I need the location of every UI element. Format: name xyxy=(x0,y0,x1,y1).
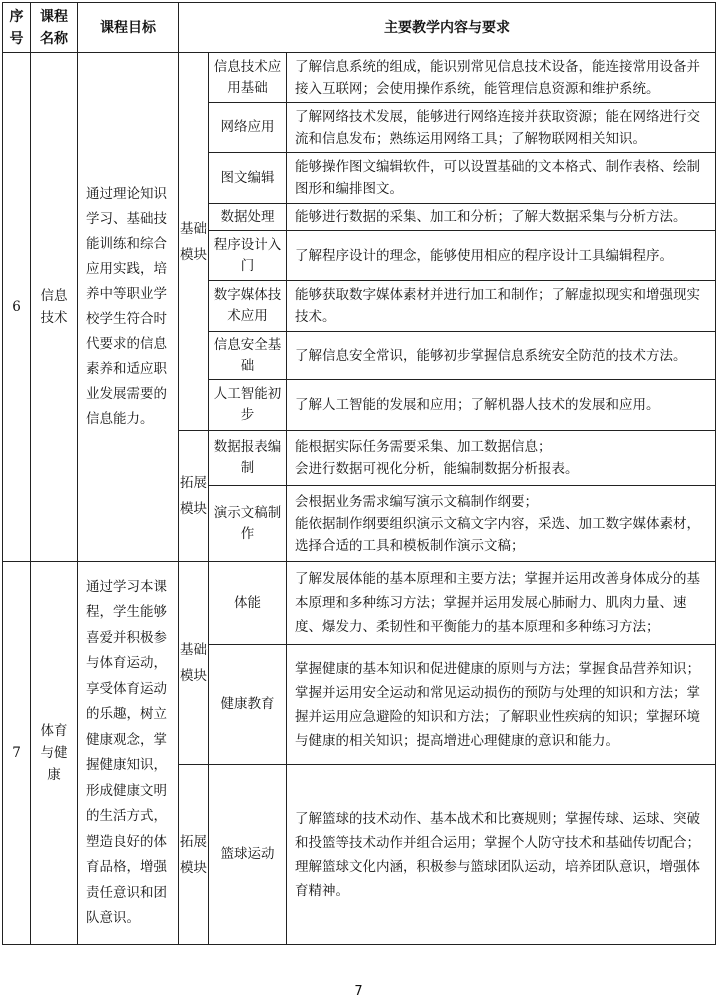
subject-name: 数据处理 xyxy=(209,204,287,231)
subject-content: 会根据业务需求编写演示文稿制作纲要； 能依据制作纲要组织演示文稿文字内容，采选、加工数字媒体素材，选择合适的工具和模板制作演示文稿； xyxy=(287,486,716,562)
subject-name: 健康教育 xyxy=(209,645,287,765)
subject-name: 篮球运动 xyxy=(209,765,287,945)
subject-name: 信息安全基础 xyxy=(209,332,287,380)
subject-name: 数字媒体技术应用 xyxy=(209,281,287,332)
module-label: 拓展模块 xyxy=(179,431,209,562)
subject-name: 演示文稿制作 xyxy=(209,486,287,562)
subject-content: 能够获取数字媒体素材并进行加工和制作；了解虚拟现实和增强现实技术。 xyxy=(287,281,716,332)
subject-name: 程序设计入门 xyxy=(209,231,287,281)
header-course-name: 课程名称 xyxy=(31,3,78,53)
header-row xyxy=(3,3,716,53)
subject-content: 了解发展体能的基本原理和主要方法；掌握并运用改善身体成分的基本原理和多种练习方法；掌握并运用发展心肺耐力、肌肉力量、速度、爆发力、柔韧性和平衡能力的基本原理和多种练习方法； xyxy=(287,562,716,645)
subject-content: 了解程序设计的理念，能够使用相应的程序设计工具编辑程序。 xyxy=(287,231,716,281)
subject-name: 网络应用 xyxy=(209,103,287,153)
page-number: 7 xyxy=(354,984,363,999)
row-course-name: 信息技术 xyxy=(31,53,78,562)
subject-name: 信息技术应用基础 xyxy=(209,53,287,103)
module-label: 拓展模块 xyxy=(179,765,209,945)
subject-content: 了解信息安全常识，能够初步掌握信息系统安全防范的技术方法。 xyxy=(287,332,716,380)
subject-content: 了解篮球的技术动作、基本战术和比赛规则；掌握传球、运球、突破和投篮等技术动作并组合运用；掌握个人防守技术和基础传切配合；理解篮球文化内涵，积极参与篮球团队运动，培养团队意识，增强体育精神。 xyxy=(287,765,716,945)
row-seq: 7 xyxy=(3,562,31,945)
subject-content: 了解信息系统的组成，能识别常见信息技术设备，能连接常用设备并接入互联网；会使用操作系统，能管理信息资源和维护系统。 xyxy=(287,53,716,103)
module-label: 基础模块 xyxy=(179,53,209,431)
row-goal: 通过学习本课程，学生能够喜爱并积极参与体育运动，享受体育运动的乐趣，树立健康观念，掌握健康知识，形成健康文明的生活方式，塑造良好的体育品格，增强责任意识和团队意识。 xyxy=(78,562,179,945)
subject-name: 体能 xyxy=(209,562,287,645)
subject-content: 了解网络技术发展，能够进行网络连接并获取资源；能在网络进行交流和信息发布；熟练运用网络工具；了解物联网相关知识。 xyxy=(287,103,716,153)
row-course-name: 体育与健康 xyxy=(31,562,78,945)
module-label: 基础模块 xyxy=(179,562,209,765)
subject-name: 数据报表编制 xyxy=(209,431,287,486)
subject-name: 人工智能初步 xyxy=(209,380,287,431)
subject-content: 能根据实际任务需要采集、加工数据信息； 会进行数据可视化分析，能编制数据分析报表。 xyxy=(287,431,716,486)
curriculum-table xyxy=(2,2,716,945)
subject-content: 能够操作图文编辑软件，可以设置基础的文本格式、制作表格、绘制图形和编排图文。 xyxy=(287,153,716,204)
subject-name: 图文编辑 xyxy=(209,153,287,204)
row-goal: 通过理论知识学习、基础技能训练和综合应用实践，培养中等职业学校学生符合时代要求的信息素养和适应职业发展需要的信息能力。 xyxy=(78,53,179,562)
subject-content: 能够进行数据的采集、加工和分析；了解大数据采集与分析方法。 xyxy=(287,204,716,231)
subject-content: 掌握健康的基本知识和促进健康的原则与方法；掌握食品营养知识；掌握并运用安全运动和常见运动损伤的预防与处理的知识和方法；掌握并运用应急避险的知识和方法；了解职业性疾病的知识；掌握环境与健康的相关知识；提高增进心理健康的意识和能力。 xyxy=(287,645,716,765)
header-content: 主要教学内容与要求 xyxy=(179,3,716,53)
header-seq: 序号 xyxy=(3,3,31,53)
header-goal: 课程目标 xyxy=(78,3,179,53)
subject-content: 了解人工智能的发展和应用；了解机器人技术的发展和应用。 xyxy=(287,380,716,431)
row-seq: 6 xyxy=(3,53,31,562)
table-row xyxy=(3,562,716,645)
table-row xyxy=(3,53,716,103)
